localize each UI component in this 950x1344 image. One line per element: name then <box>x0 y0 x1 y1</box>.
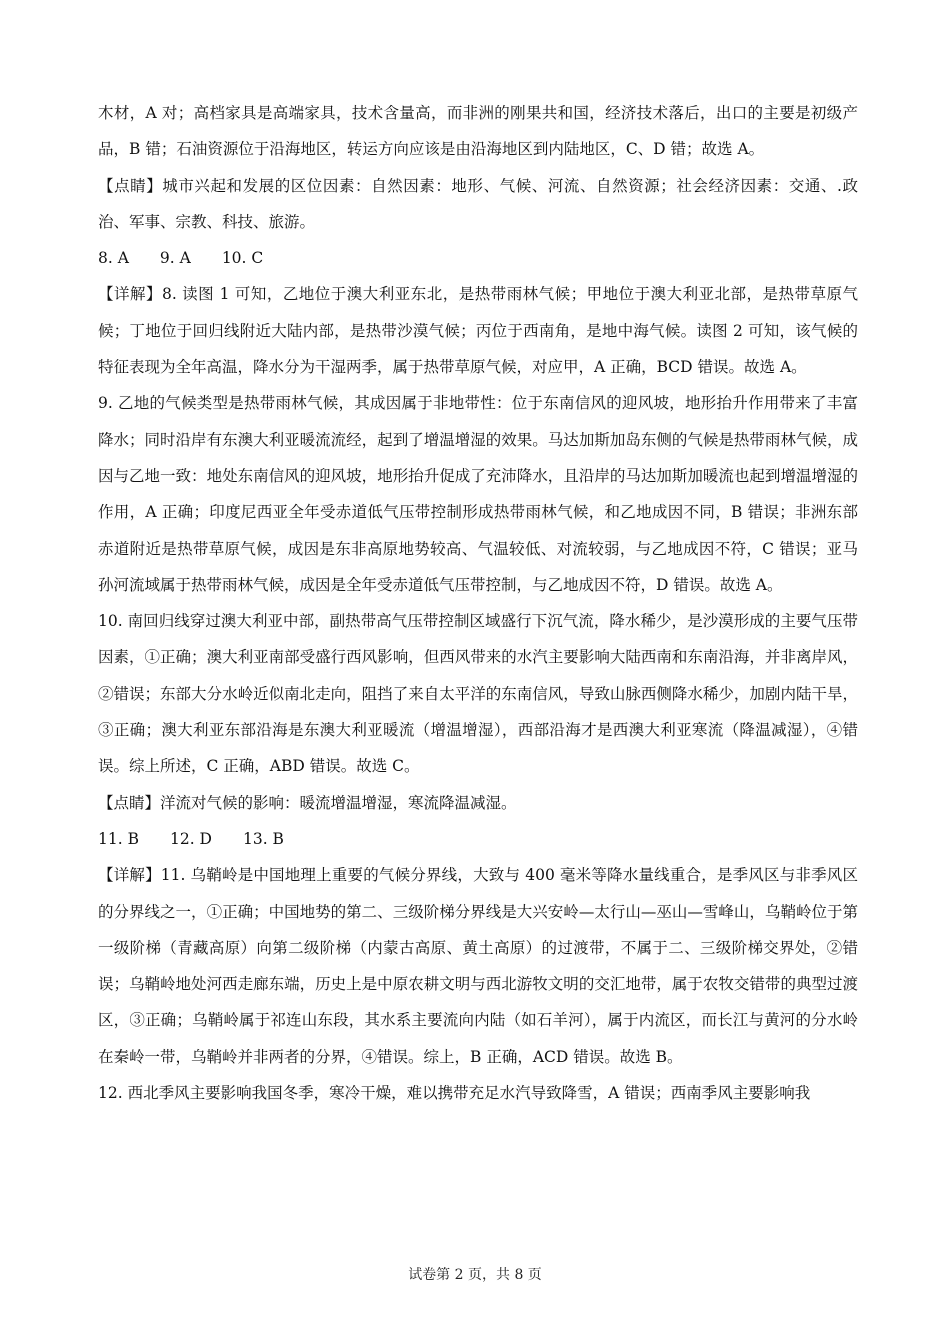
paragraph: 【详解】8. 读图 1 可知，乙地位于澳大利亚东北，是热带雨林气候；甲地位于澳大利亚北部，是热带草原气候；丁地位于回归线附近大陆内部，是热带沙漠气候；丙位于西南角，是地中海气候。读图 2 可知，该气候的特征表现为全年高温，降水分为干湿两季，属于热带草原气候，对应甲，A 正确，BCD 错误。故选 A。 <box>98 285 858 377</box>
answer-line: 11. B 12. D 13. B <box>98 829 284 848</box>
paragraph: 木材，A 对；高档家具是高端家具，技术含量高，而非洲的刚果共和国，经济技术落后，出口的主要是初级产品，B 错；石油资源位于沿海地区，转运方向应该是由沿海地区到内陆地区，C、D 错；故选 A。 <box>98 104 858 159</box>
page-footer: 试卷第 2 页，共 8 页 <box>408 1267 542 1283</box>
document-body <box>98 95 858 1111</box>
paragraph: 【详解】11. 乌鞘岭是中国地理上重要的气候分界线，大致与 400 毫米等降水量线重合，是季风区与非季风区的分界线之一，①正确；中国地势的第二、三级阶梯分界线是大兴安岭—太行山—巫山—雪峰山，乌鞘岭位于第一级阶梯（青藏高原）向第二级阶梯（内蒙古高原、黄土高原）的过渡带，不属于二、三级阶梯交界处，②错误；乌鞘岭地处河西走廊东端，历史上是中原农耕文明与西北游牧文明的交汇地带，属于农牧交错带的典型过渡区，③正确；乌鞘岭属于祁连山东段，其水系主要流向内陆（如石羊河），属于内流区，而长江与黄河的分水岭在秦岭一带，乌鞘岭并非两者的分界，④错误。综上，B 正确，ACD 错误。故选 B。 <box>98 866 858 1066</box>
paragraph: 12. 西北季风主要影响我国冬季，寒冷干燥，难以携带充足水汽导致降雪，A 错误；西南季风主要影响我 <box>98 1084 811 1103</box>
paragraph: 9. 乙地的气候类型是热带雨林气候，其成因属于非地带性：位于东南信风的迎风坡，地形抬升作用带来了丰富降水；同时沿岸有东澳大利亚暖流流经，起到了增温增湿的效果。马达加斯加岛东侧的气候是热带雨林气候，成因与乙地一致：地处东南信风的迎风坡，地形抬升促成了充沛降水，且沿岸的马达加斯加暖流也起到增温增湿的作用，A 正确；印度尼西亚全年受赤道低气压带控制形成热带雨林气候，和乙地成因不同，B 错误；非洲东部赤道附近是热带草原气候，成因是东非高原地势较高、气温较低、对流较弱，与乙地成因不符，C 错误；亚马孙河流域属于热带雨林气候，成因是全年受赤道低气压带控制，与乙地成因不符，D 错误。故选 A。 <box>98 394 858 594</box>
paragraph: 【点睛】洋流对气候的影响：暖流增温增湿，寒流降温减湿。 <box>98 793 517 812</box>
paragraph: 10. 南回归线穿过澳大利亚中部，副热带高气压带控制区域盛行下沉气流，降水稀少，是沙漠形成的主要气压带因素，①正确；澳大利亚南部受盛行西风影响，但西风带来的水汽主要影响大陆西南和东南沿海，并非离岸风，②错误；东部大分水岭近似南北走向，阻挡了来自太平洋的东南信风，导致山脉西侧降水稀少，加剧内陆干旱，③正确；澳大利亚东部沿海是东澳大利亚暖流（增温增湿），西部沿海才是西澳大利亚寒流（降温减湿），④错误。综上所述，C 正确，ABD 错误。故选 C。 <box>98 612 858 776</box>
answer-line: 8. A 9. A 10. C <box>98 249 264 268</box>
paragraph: 【点睛】城市兴起和发展的区位因素：自然因素：地形、气候、河流、自然资源；社会经济因素：交通、.政治、军事、宗教、科技、旅游。 <box>98 176 858 231</box>
